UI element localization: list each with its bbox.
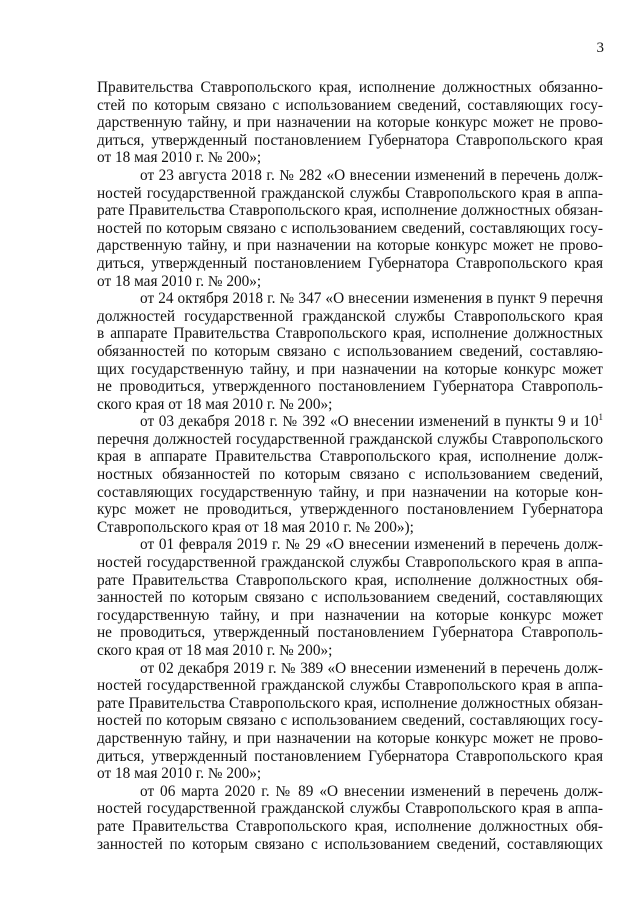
- text-line: [97, 255, 603, 273]
- text-line-content: от 06 марта 2020 г. № 89 «О внесении изменений в перечень долж-: [140, 782, 603, 800]
- text-line: [97, 484, 603, 502]
- text-line-content: ностей государственной гражданской службы Ставропольского края в аппа-: [97, 677, 603, 695]
- text-line: [97, 431, 603, 449]
- text-line-content: ностей государственной гражданской службы Ставропольского края в аппа-: [97, 184, 603, 202]
- text-line-content: ностных обязанностей по которым связано с использованием сведений,: [97, 466, 603, 484]
- text-line: [97, 730, 603, 748]
- text-line: [97, 185, 603, 203]
- document-body: [97, 79, 603, 853]
- text-line-content: от 18 мая 2010 г. № 200»;: [97, 149, 262, 167]
- text-line: [97, 167, 603, 185]
- text-line-content: диться, утвержденный постановлением Губернатора Ставропольского края: [97, 131, 603, 149]
- text-line-content: дарственную тайну, и при назначении на которые конкурс может не прово-: [97, 237, 603, 255]
- text-line-content: от 23 августа 2018 г. № 282 «О внесении изменений в перечень долж-: [140, 166, 603, 184]
- text-line-content: обязанностей по которым связано с использованием сведений, составляю-: [97, 342, 603, 360]
- text-line-content: занностей по которым связано с использованием сведений, составляющих: [97, 589, 603, 607]
- text-line: [97, 501, 603, 519]
- text-line-content: в аппарате Правительства Ставропольского края, исполнение должностных: [97, 325, 603, 343]
- text-line: [97, 396, 603, 414]
- text-line-content: не проводиться, утвержденный постановлением Губернатора Ставрополь-: [97, 624, 603, 642]
- text-line-content: курс может не проводиться, утвержденного постановлением Губернатора: [97, 501, 603, 519]
- text-line: [97, 325, 603, 343]
- text-line-content: составляющих государственную тайну, и при назначении на которые кон-: [97, 483, 603, 501]
- text-line-content: от 24 октября 2018 г. № 347 «О внесении изменения в пункт 9 перечня: [140, 290, 603, 308]
- text-line: [97, 343, 603, 361]
- text-line: [97, 413, 603, 431]
- text-line: [97, 202, 603, 220]
- text-line-content: стей по которым связано с использованием сведений, составляющих госу-: [97, 96, 603, 114]
- text-line: [97, 572, 603, 590]
- text-line-content: занностей по которым связано с использованием сведений, составляющих: [97, 835, 603, 853]
- text-line-content: ностей государственной гражданской службы Ставропольского края в аппа-: [97, 800, 603, 818]
- text-line: [97, 818, 603, 836]
- text-line: [97, 220, 603, 238]
- text-line: [97, 378, 603, 396]
- text-line: [97, 290, 603, 308]
- text-line-content: Ставропольского края от 18 мая 2010 г. № 200»);: [97, 518, 414, 536]
- text-line-content: рате Правительства Ставропольского края, исполнение должностных обя-: [97, 817, 603, 835]
- text-line: [97, 712, 603, 730]
- text-line: [97, 237, 603, 255]
- superscript: 1: [598, 413, 603, 423]
- text-line: [97, 308, 603, 326]
- text-line-content: рате Правительства Ставропольского края, исполнение должностных обя-: [97, 571, 603, 589]
- text-line-content: края в аппарате Правительства Ставропольского края, исполнение долж-: [97, 448, 603, 466]
- text-line-content: диться, утвержденный постановлением Губернатора Ставропольского края: [97, 254, 603, 272]
- text-line: [97, 748, 603, 766]
- text-line: [97, 519, 603, 537]
- text-line-content: ского края от 18 мая 2010 г. № 200»;: [97, 642, 333, 659]
- text-line: [97, 589, 603, 607]
- text-line: [97, 765, 603, 783]
- text-line-content: дарственную тайну, и при назначении на которые конкурс может не прово-: [97, 729, 603, 747]
- text-line: [97, 800, 603, 818]
- text-line: [97, 624, 603, 642]
- text-line-content: ностей государственной гражданской службы Ставропольского края в аппа-: [97, 554, 603, 572]
- text-line: [97, 273, 603, 291]
- text-line: [97, 448, 603, 466]
- text-line-content: от 18 мая 2010 г. № 200»;: [97, 272, 262, 290]
- text-line-content: от 03 декабря 2018 г. № 392 «О внесении изменений в пункты 9 и 10: [140, 413, 599, 431]
- text-line: [97, 97, 603, 115]
- text-line: [97, 132, 603, 150]
- text-line-content: перечня должностей государственной гражданской службы Ставропольского: [97, 430, 603, 448]
- text-line-content: диться, утвержденный постановлением Губернатора Ставропольского края: [97, 747, 603, 765]
- text-line: [97, 79, 603, 97]
- text-line: [97, 554, 603, 572]
- page-number: 3: [596, 40, 604, 56]
- text-line-content: ностей по которым связано с использованием сведений, составляющих госу-: [97, 712, 603, 730]
- text-line: [97, 642, 603, 660]
- text-line-content: ностей по которым связано с использованием сведений, составляющих госу-: [97, 219, 603, 237]
- text-line-content: дарственную тайну, и при назначении на которые конкурс может не прово-: [97, 114, 603, 132]
- text-line: [97, 607, 603, 625]
- text-line-content: рате Правительства Ставропольского края, исполнение должностных обязан-: [97, 202, 603, 220]
- text-line-content: не проводиться, утвержденного постановлением Губернатора Ставрополь-: [97, 378, 603, 396]
- text-line: [97, 660, 603, 678]
- text-line-content: щих государственную тайну, и при назначении на которые конкурс может: [97, 360, 603, 378]
- text-line: [97, 677, 603, 695]
- text-line-content: от 01 февраля 2019 г. № 29 «О внесении изменений в перечень долж-: [140, 536, 603, 554]
- text-line: [97, 361, 603, 379]
- text-line-content: ского края от 18 мая 2010 г. № 200»;: [97, 395, 333, 413]
- text-line: [97, 836, 603, 854]
- text-line: [97, 466, 603, 484]
- text-line-content: рате Правительства Ставропольского края, исполнение должностных обязан-: [97, 694, 603, 712]
- text-line-content: Правительства Ставропольского края, исполнение должностных обязанно-: [97, 79, 603, 96]
- text-line: [97, 149, 603, 167]
- text-line-content: государственную тайну, и при назначении на которые конкурс может: [97, 606, 603, 624]
- text-line: [97, 114, 603, 132]
- text-line: [97, 695, 603, 713]
- text-line-content: должностей государственной гражданской службы Ставропольского края: [97, 307, 603, 325]
- text-line: [97, 783, 603, 801]
- text-line-content: от 18 мая 2010 г. № 200»;: [97, 765, 262, 783]
- text-line: [97, 536, 603, 554]
- text-line-content: от 02 декабря 2019 г. № 389 «О внесении изменений в перечень долж-: [140, 659, 603, 677]
